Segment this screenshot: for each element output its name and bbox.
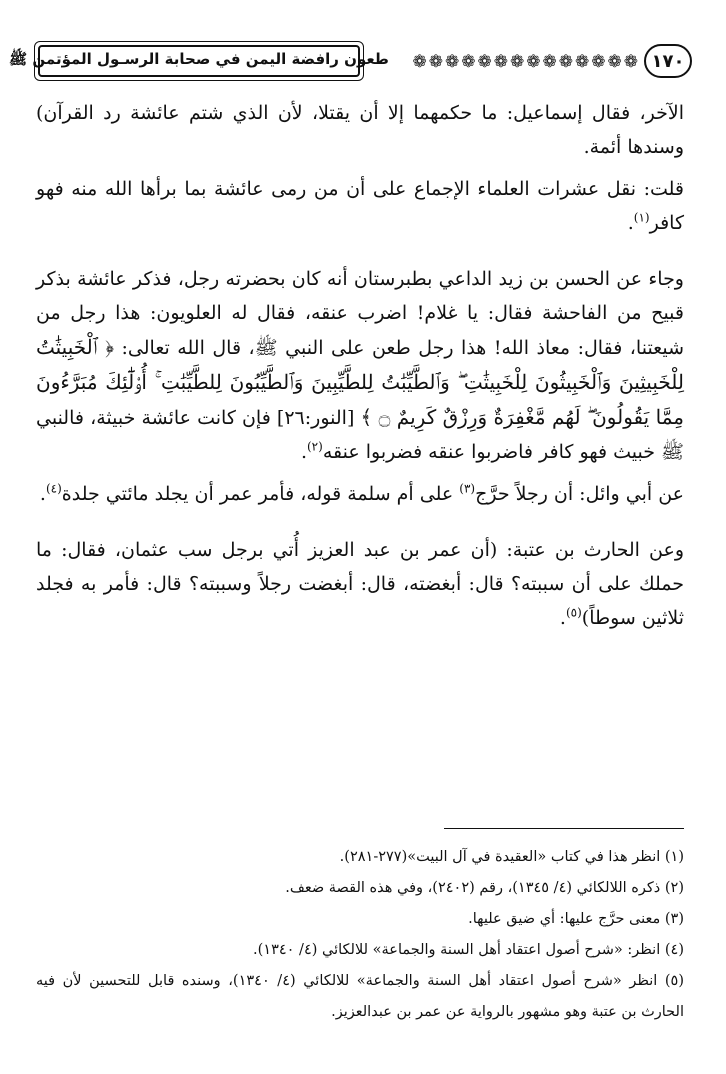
ornament-flower-icon: ❁ [607, 52, 622, 72]
ornament-flower-icon: ❁ [477, 52, 492, 72]
page-header [9, 42, 692, 88]
ornament-flower-icon: ❁ [575, 52, 590, 72]
paragraph-text: الآخر، فقال إسماعيل: ما حكمهما إلا أن يقتلا، لأن الذي شتم عائشة رد القرآن) وسندها أئمة. [36, 102, 684, 158]
footnote-divider [444, 828, 684, 829]
ornament-flower-icon: ❁ [412, 52, 427, 72]
ornament-flower-icon: ❁ [591, 52, 606, 72]
paragraph-text: فإن كانت عائشة خبيثة، فالنبي ﷺ خبيث فهو كافر فاضربوا عنقه فضربوا عنقه [36, 407, 684, 463]
footnote-ref: (٣) [459, 481, 476, 496]
footnote: (٤) انظر: «شرح أصول اعتقاد أهل السنة والجماعة» للالكائي (٤/ ١٣٤٠). [253, 942, 684, 958]
paragraph: قلت: نقل عشرات العلماء الإجماع على أن من رمى عائشة بما برأها الله منه فهو كافر$^{(١)}$. [36, 178, 684, 234]
ornament-flower-icon: ❁ [428, 52, 443, 72]
footnote: (٣) معنى حرَّج عليها: أي ضيق عليها. [468, 911, 684, 927]
main-text [36, 96, 684, 657]
footnote: (٢) ذكره اللالكائي (٤/ ١٣٤٥)، رقم (٢٤٠٢)، وفي هذه القصة ضعف. [285, 880, 684, 896]
ornament-flower-icon: ❁ [445, 52, 460, 72]
paragraph [36, 96, 684, 164]
footnotes [36, 842, 684, 1028]
ornament-band [358, 48, 638, 76]
footnote-ref: (٤) [45, 481, 62, 496]
paragraph: عن أبي وائل: أن رجلاً حرَّج$^{(٣)}$ على أم سلمة قوله، فأمر عمر أن يجلد مائتي جلدة$^{(٤)}$. [39, 481, 684, 505]
paragraph: وعن الحارث بن عتبة: (أن عمر بن عبد العزيز أُتي برجل سب عثمان، فقال: ما حملك على أن سببته؟ قال: أبغضته، قال: أبغضت رجلاً وسببته؟ قال: فأمر به فجلد ثلاثين سوطاً)$^{(٥)}$. [36, 539, 684, 629]
ornament-flower-icon: ❁ [542, 52, 557, 72]
page-number: ١٧٠ [644, 44, 692, 78]
running-title: طعون رافضة اليمن في صحابة الرسـول المؤتمن ﷺ [38, 45, 360, 77]
paragraph-text: قلت: نقل عشرات العلماء الإجماع على أن من رمى عائشة بما برأها الله منه فهو كافر [36, 178, 684, 234]
ornament-flower-icon: ❁ [558, 52, 573, 72]
ornament-flower-icon: ❁ [623, 52, 638, 72]
quran-verse: ﴿ ٱلْخَبِيثَٰتُ لِلْخَبِيثِينَ وَٱلْخَبِيثُونَ لِلْخَبِيثَٰتِ ۖ وَٱلطَّيِّبَٰتُ لِلطَّيِّبِينَ وَٱلطَّيِّبُونَ لِلطَّيِّبَٰتِ ۚ أُو۟لَٰٓئِكَ مُبَرَّءُونَ مِمَّا يَقُولُونَ ۖ لَهُم مَّغْفِرَةٌ وَرِزْقٌ كَرِيمٌ ۝ ﴾ [36, 335, 685, 429]
footnote: (٥) انظر «شرح أصول اعتقاد أهل السنة والجماعة» للالكائي (٤/ ١٣٤٠)، وسنده قابل للتحسين لأن فيه الحارث بن عتبة وهو مشهور بالرواية عن عمر بن عبدالعزيز. [36, 973, 684, 1020]
paragraph-text: وعن الحارث بن عتبة: (أن عمر بن عبد العزيز أُتي برجل سب عثمان، فقال: ما حملك على أن سببته؟ قال: أبغضته، قال: أبغضت رجلاً وسببته؟ قال: فأمر به فجلد ثلاثين سوطاً) [36, 539, 684, 629]
footnote: (١) انظر هذا في كتاب «العقيدة في آل البيت»(٢٧٧-٢٨١). [339, 849, 684, 865]
ornament-flower-icon: ❁ [461, 52, 476, 72]
footnote-ref: (٥) [565, 605, 582, 620]
ornament-flower-icon: ❁ [493, 52, 508, 72]
verse-citation: [النور:٢٦] [276, 407, 355, 429]
ornament-flower-icon: ❁ [526, 52, 541, 72]
paragraph-text: وجاء عن الحسن بن زيد الداعي بطبرستان أنه كان بحضرته رجل، فذكر عائشة بذكر قبيح من الفاحشة فقال: يا غلام! اضرب عنقه، فقال له العلويون: هذا رجل من شيعتنا، فقال: معاذ الله! هذا رجل طعن على النبي ﷺ، قال الله تعالى: [36, 268, 685, 359]
footnote-ref: (٢) [306, 439, 323, 454]
ornament-flower-icon: ❁ [510, 52, 525, 72]
paragraph: وجاء عن الحسن بن زيد الداعي بطبرستان أنه كان بحضرته رجل، فذكر عائشة بذكر قبيح من الفاحشة فقال: يا غلام! اضرب عنقه، فقال له العلويون: هذا رجل من شيعتنا، فقال: معاذ الله! هذا رجل طعن على النبي ﷺ، قال الله تعالى: ﴿ ٱلْخَبِيثَٰتُ لِلْخَبِيثِينَ وَٱلْخَبِيثُونَ لِلْخَبِيثَٰتِ ۖ وَٱلطَّيِّبَٰتُ لِلطَّيِّبِينَ وَٱلطَّيِّبُونَ لِلطَّيِّبَٰتِ ۚ أُو۟لَٰٓئِكَ مُبَرَّءُونَ مِمَّا يَقُولُونَ ۖ لَهُم مَّغْفِرَةٌ وَرِزْقٌ كَرِيمٌ ۝ ﴾ [النور:٢٦] فإن كانت عائشة خبيثة، فالنبي ﷺ خبيث فهو كافر فاضربوا عنقه فضربوا عنقه$^{(٢)}$. [36, 268, 685, 463]
paragraph-text: عن أبي وائل: أن رجلاً حرَّج [475, 483, 684, 505]
footnote-ref: (١) [633, 210, 650, 225]
paragraph-text: على أم سلمة قوله، فأمر عمر أن يجلد مائتي جلدة [61, 483, 454, 505]
